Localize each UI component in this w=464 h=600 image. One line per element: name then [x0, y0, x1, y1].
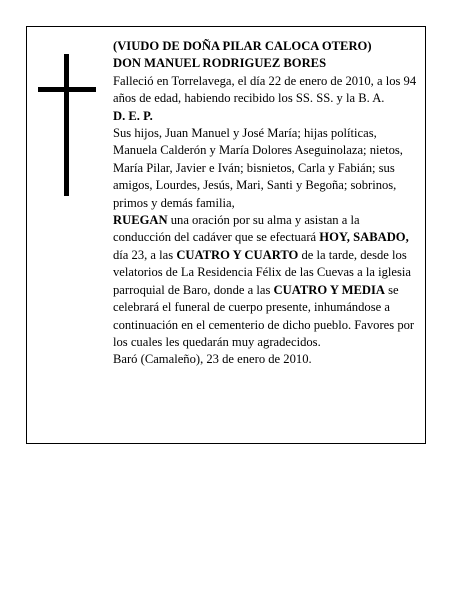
dep-line: D. E. P.: [113, 108, 153, 123]
request-text-4: se celebrará el funeral de cuerpo presente, inhumándose a continuación en el cementerio de dicho pueblo. Favores por los cuales les quedarán muy agradecidos.: [113, 282, 415, 349]
request-text-1: una oración por su alma y asistan a la conducción del cadáver que se efectuará: [113, 213, 360, 245]
deceased-name: DON MANUEL RODRIGUEZ BORES: [113, 56, 327, 71]
family-list: Sus hijos, Juan Manuel y José María; hijas políticas, Manuela Calderón y María Dolores Aseguinolaza; nietos, María Pilar, Javier e Iván; bisnietos, Carla y Fabián; sus amigos, Lourdes, Jesús, Mari, Santi y Begoña; sobrinos, primos y demás familia,: [113, 126, 403, 210]
obituary-text: [113, 38, 418, 369]
request-text-2: día 23, a las: [113, 247, 177, 262]
funeral-request: [113, 212, 418, 351]
request-text-3: de la tarde, desde los velatorios de La Residencia Félix de las Cuevas a la iglesia parroquial de Baro, donde a las: [113, 247, 411, 297]
conduction-time: CUATRO Y CUARTO: [176, 247, 299, 262]
cross-vertical-bar: [64, 54, 69, 196]
cross-horizontal-bar: [38, 87, 96, 92]
funeral-day: HOY, SABADO,: [319, 230, 409, 245]
funeral-time: CUATRO Y MEDIA: [273, 282, 385, 297]
widower-line: (VIUDO DE DOÑA PILAR CALOCA OTERO): [113, 39, 372, 53]
death-details: Falleció en Torrelavega, el día 22 de enero de 2010, a los 94 años de edad, habiendo recibido los SS. SS. y la B. A.: [113, 73, 417, 106]
place-and-date: Baró (Camaleño), 23 de enero de 2010.: [113, 352, 312, 367]
ruegan-word: RUEGAN: [113, 213, 168, 228]
cross-icon: [38, 54, 96, 196]
